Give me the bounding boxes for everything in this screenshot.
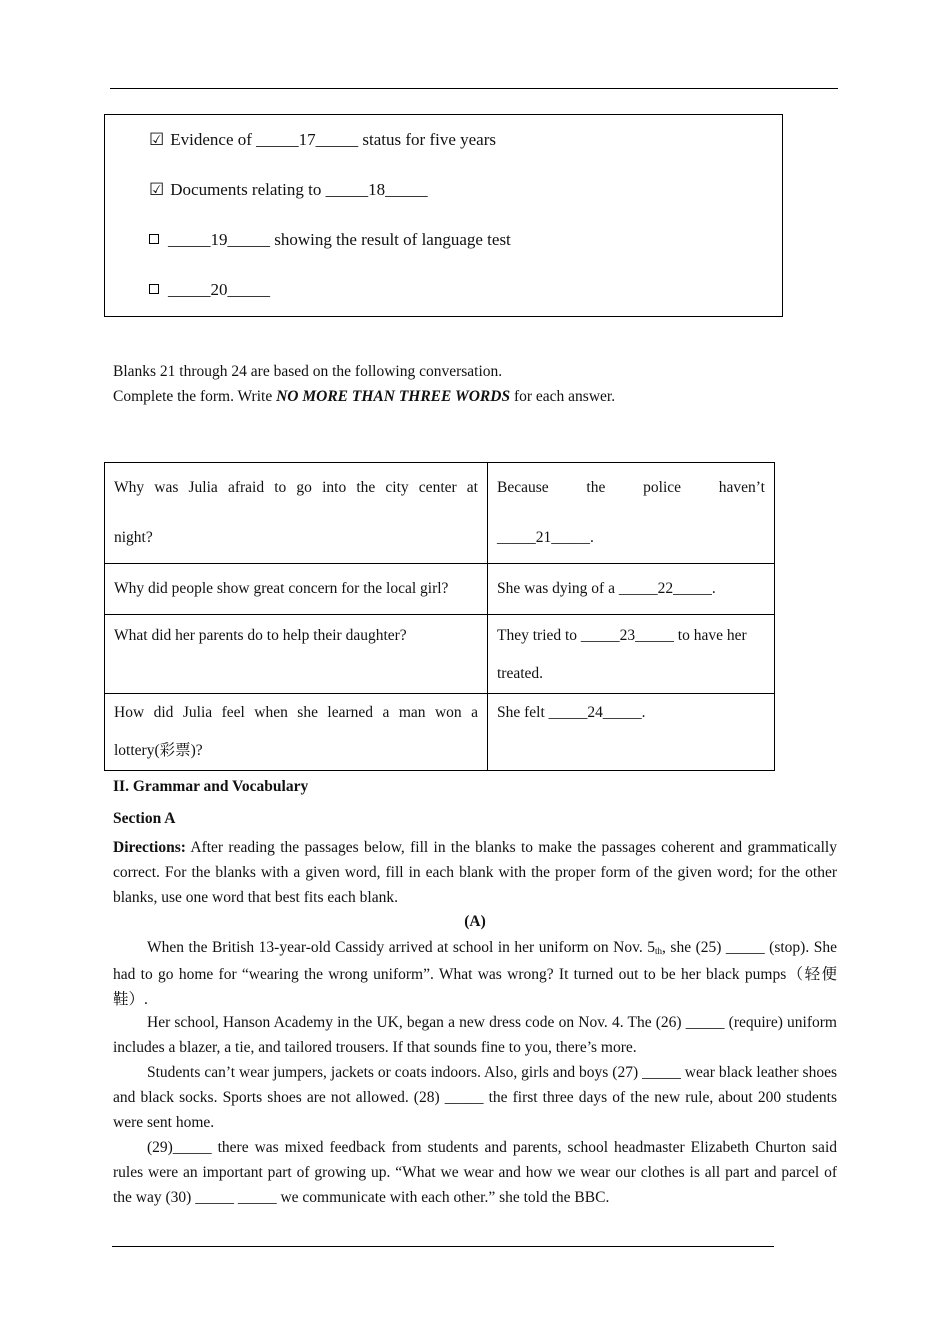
empty-box-icon [149, 234, 159, 244]
header-rule [110, 88, 838, 89]
checklist-item-text: Evidence of _____17_____ status for five years [170, 130, 496, 149]
qa-table [104, 462, 775, 771]
passage-label: (A) [464, 913, 486, 930]
checklist-item-text: Documents relating to _____18_____ [170, 180, 428, 199]
checklist-item-text: _____19_____ showing the result of language test [168, 230, 511, 249]
answer-cell: Because the police haven’t _____21_____. [488, 463, 775, 564]
passage-paragraph: Students can’t wear jumpers, jackets or coats indoors. Also, girls and boys (27) _____ wear black leather shoes and black socks. Sports shoes are not allowed. (28) _____ the first three days of the new rule, about 200 students were sent home. [113, 1064, 837, 1131]
checklist-item-18 [149, 180, 428, 200]
passage-paragraph: When the British 13-year-old Cassidy arrived at school in her uniform on Nov. 5th, she (25) _____ (stop). She had to go home for “wearing the wrong uniform”. What was wrong? It turned out to be her black pumps（轻便鞋）. [113, 939, 837, 1008]
directions-label: Directions: [113, 839, 186, 856]
answer-cell: She was dying of a _____22_____. [488, 564, 775, 615]
intro-line-1: Blanks 21 through 24 are based on the following conversation. [113, 363, 503, 380]
checked-box-icon: ☑ [149, 180, 165, 199]
directions: Directions: After reading the passages below, fill in the blanks to make the passages coherent and grammatically correct. For the blanks with a given word, fill in each blank with the proper form of the given word; for the other blanks, use one word that best fits each blank. [113, 839, 837, 906]
section-subtitle: Section A [113, 810, 176, 827]
word-limit: NO MORE THAN THREE WORDS [276, 388, 511, 405]
answer-cell: They tried to _____23_____ to have her treated. [488, 615, 775, 694]
checklist-item-19 [149, 230, 511, 250]
question-cell: How did Julia feel when she learned a man won a lottery(彩票)? [105, 694, 488, 771]
empty-box-icon [149, 284, 159, 294]
checklist-item-17 [149, 130, 496, 150]
checklist-item-text: _____20_____ [168, 280, 270, 299]
checklist-box [104, 114, 783, 317]
footer-rule [112, 1246, 774, 1247]
section-title: II. Grammar and Vocabulary [113, 778, 309, 795]
table-row [105, 564, 775, 615]
question-cell: Why was Julia afraid to go into the city center at night? [105, 463, 488, 564]
table-row [105, 463, 775, 564]
checked-box-icon: ☑ [149, 130, 165, 149]
table-row [105, 615, 775, 694]
question-cell: Why did people show great concern for the local girl? [105, 564, 488, 615]
answer-cell: She felt _____24_____. [488, 694, 775, 771]
question-cell: What did her parents do to help their daughter? [105, 615, 488, 694]
checklist-item-20 [149, 280, 270, 300]
intro-line-2: Complete the form. Write NO MORE THAN THREE WORDS for each answer. [113, 388, 616, 405]
passage-paragraph: (29)_____ there was mixed feedback from students and parents, school headmaster Elizabeth Churton said rules were an important part of growing up. “What we wear and how we wear our clothes is all part and parcel of the way (30) _____ _____ we communicate with each other.” she told the BBC. [113, 1139, 837, 1206]
table-row [105, 694, 775, 771]
passage-paragraph: Her school, Hanson Academy in the UK, began a new dress code on Nov. 4. The (26) _____ (require) uniform includes a blazer, a tie, and tailored trousers. If that sounds fine to you, there’s more. [113, 1014, 837, 1056]
